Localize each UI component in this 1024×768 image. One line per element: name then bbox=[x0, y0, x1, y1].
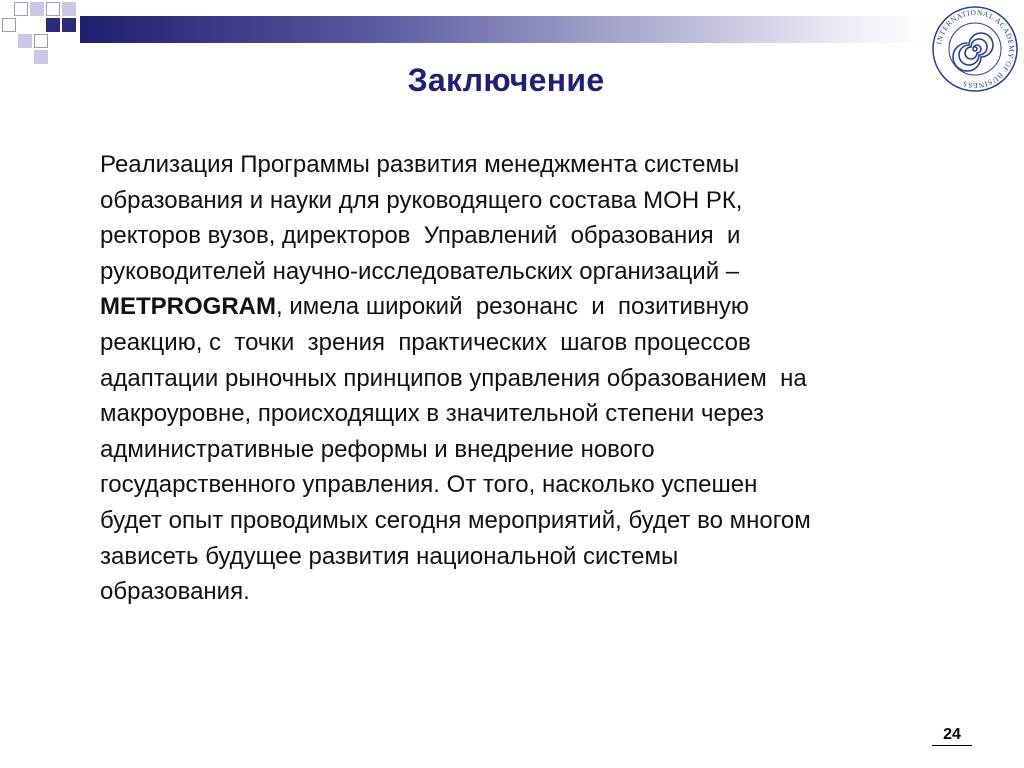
header-gradient-bar bbox=[80, 16, 928, 43]
body-line: Реализация Программы развития менеджмента системы bbox=[100, 151, 740, 178]
body-line: будет опыт проводимых сегодня мероприятий, будет во многом bbox=[100, 506, 811, 534]
decor-square bbox=[46, 2, 60, 16]
decor-square bbox=[2, 18, 16, 32]
body-line-continuation: , имела широкий резонанс и позитивную bbox=[276, 293, 749, 321]
body-line: государственного управления. От того, насколько успешен bbox=[100, 471, 758, 499]
decor-square bbox=[18, 34, 32, 48]
slide-title: Заключение bbox=[407, 62, 605, 98]
page-number: 24 bbox=[932, 725, 972, 746]
body-line: ректоров вузов, директоров Управлений образования и bbox=[100, 222, 741, 250]
body-line: образования. bbox=[100, 578, 250, 606]
decor-square bbox=[14, 2, 28, 16]
body-line: образования и науки для руководящего состава МОН РК, bbox=[100, 186, 743, 214]
body-line: зависеть будущее развития национальной системы bbox=[100, 542, 679, 570]
decor-square bbox=[46, 18, 60, 32]
decor-square bbox=[62, 2, 76, 16]
body-line: адаптации рыночных принципов управления образованием на bbox=[100, 364, 807, 392]
decor-square bbox=[34, 34, 48, 48]
body-line bbox=[100, 289, 980, 325]
program-name: METPROGRAM bbox=[100, 293, 276, 321]
decor-square bbox=[30, 2, 44, 16]
logo-ring-text: INTERNATIONAL ACADEMY OF BUSINESS bbox=[934, 7, 1017, 91]
body-paragraph bbox=[100, 147, 980, 610]
body-line: руководителей научно-исследовательских организаций – bbox=[100, 257, 740, 285]
decor-square bbox=[62, 18, 76, 32]
body-line: макроуровне, происходящих в значительной степени через bbox=[100, 400, 764, 428]
body-line: административные реформы и внедрение нового bbox=[100, 435, 655, 463]
body-line: реакцию, с точки зрения практических шагов процессов bbox=[100, 328, 751, 356]
